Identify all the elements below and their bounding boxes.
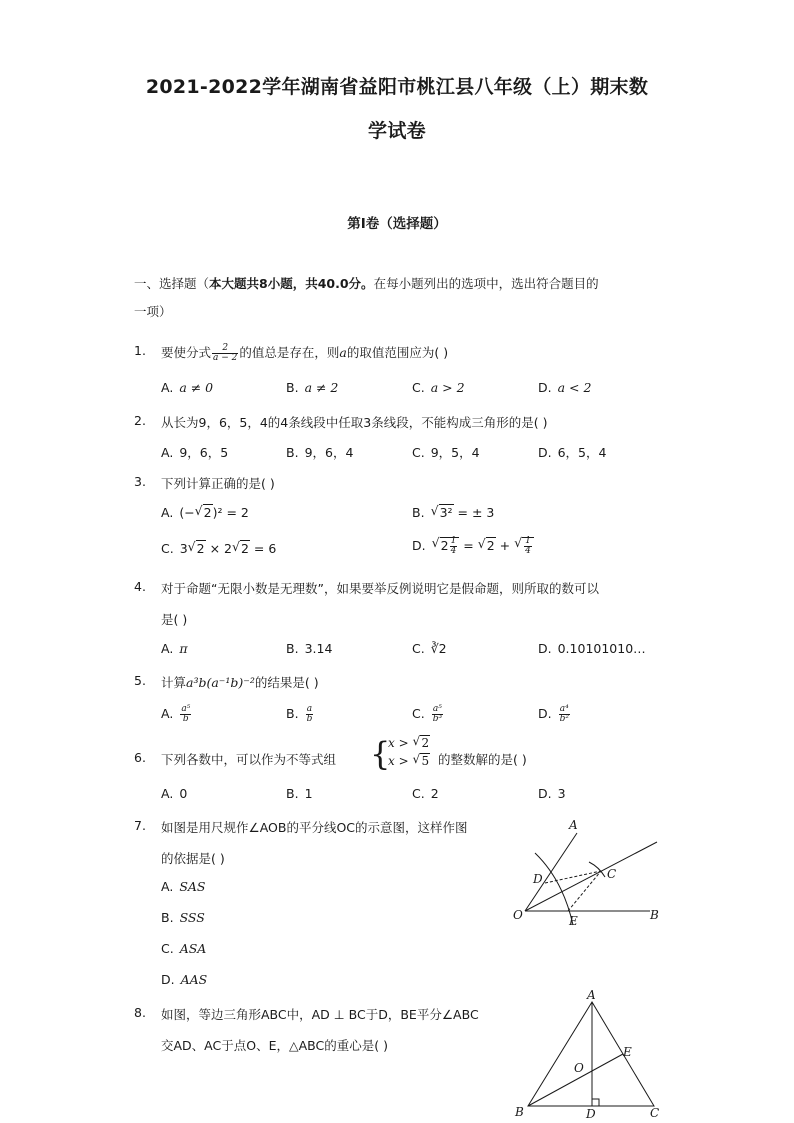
- option-text: 1: [304, 786, 313, 801]
- stem-text: 计算: [161, 675, 187, 690]
- ray-oc: [525, 842, 657, 911]
- question-stem-line1: 如图，等边三角形ABC中，AD ⊥ BC于D，BE平分∠ABC: [161, 1007, 479, 1022]
- label-c: C: [650, 1106, 660, 1120]
- q7-option-d[interactable]: [161, 972, 207, 987]
- angle-bisector-figure: [505, 815, 670, 930]
- q6-option-d[interactable]: [538, 786, 566, 801]
- question-stem-line1: 对于命题“无限小数是无理数”，如果要举反例说明它是假命题，则所取的数可以: [161, 581, 599, 596]
- sqrt: [514, 537, 534, 556]
- option-text: 9，6，4: [304, 445, 354, 460]
- question-number: 4.: [134, 579, 146, 594]
- radicand: 2: [486, 538, 495, 553]
- option-label: D.: [161, 972, 175, 987]
- question-4-line2: 是( ): [161, 612, 188, 627]
- option-label: B.: [286, 786, 299, 801]
- label-c: C: [607, 867, 617, 881]
- math-text: =: [459, 538, 478, 553]
- question-number: 5.: [134, 673, 146, 688]
- option-text: a ≠ 0: [179, 380, 214, 395]
- option-label: C.: [161, 941, 174, 956]
- fraction-denominator: a − 2: [213, 353, 238, 363]
- fraction-numerator: a⁵: [432, 704, 442, 714]
- inequality-2: [388, 754, 430, 768]
- inequality-1: [388, 736, 430, 750]
- radicand: 5: [421, 754, 430, 768]
- question-stem: [161, 750, 336, 768]
- q5-option-c[interactable]: [412, 705, 444, 724]
- option-text: SSS: [179, 910, 205, 925]
- stem-text: 的值总是存在，则: [239, 345, 340, 360]
- q1-option-d[interactable]: [538, 380, 591, 395]
- label-o: O: [513, 908, 523, 922]
- fraction: [450, 537, 458, 556]
- option-text: 3: [557, 786, 566, 801]
- fraction-denominator: 4: [450, 546, 457, 556]
- label-b: B: [515, 1105, 524, 1119]
- question-number: 7.: [134, 818, 146, 833]
- sqrt: [412, 754, 430, 768]
- question-stem-line1: 如图是用尺规作∠AOB的平分线OC的示意图，这样作图: [161, 820, 468, 835]
- option-text: π: [179, 641, 188, 656]
- fraction-numerator: a⁴: [559, 704, 569, 714]
- q7-option-b[interactable]: [161, 910, 205, 925]
- label-o: O: [574, 1061, 584, 1075]
- stem-text: 的结果是( ): [254, 675, 319, 690]
- option-text: 0: [179, 786, 188, 801]
- q2-option-c[interactable]: [412, 443, 480, 461]
- label-a: A: [587, 988, 596, 1002]
- math-text: = 6: [249, 541, 277, 556]
- math-text: × 2: [205, 541, 232, 556]
- option-label: C.: [161, 541, 174, 556]
- option-label: A.: [161, 445, 174, 460]
- option-text: 3.14: [304, 641, 333, 656]
- option-text: a ≠ 2: [304, 380, 339, 395]
- option-label: D.: [538, 786, 552, 801]
- q5-option-d[interactable]: [538, 705, 571, 724]
- q1-option-a[interactable]: [161, 380, 213, 395]
- option-label: D.: [538, 380, 552, 395]
- exam-title-line2: 学试卷: [368, 120, 426, 142]
- q7-option-a[interactable]: [161, 879, 205, 894]
- section-prefix: 一、选择题（: [134, 276, 210, 291]
- math-text: = ± 3: [453, 505, 495, 520]
- section-heading: [134, 270, 674, 326]
- math-expression: a³b(a⁻¹b)⁻²: [186, 675, 255, 690]
- q3-option-c[interactable]: [161, 541, 276, 556]
- sqrt: [478, 538, 496, 553]
- fraction-denominator: b³: [432, 714, 443, 724]
- math-text: 3: [179, 541, 188, 556]
- option-label: D.: [538, 706, 552, 721]
- fraction-denominator: b: [306, 714, 313, 724]
- stem-text: 下列各数中，可以作为不等式组: [161, 752, 337, 767]
- option-label: C.: [412, 641, 425, 656]
- option-label: A.: [161, 786, 174, 801]
- option-text: AAS: [180, 972, 208, 987]
- radicand: 2: [240, 541, 249, 556]
- math-text: +: [495, 538, 515, 553]
- label-e: E: [623, 1045, 632, 1059]
- math-text: (−: [179, 505, 195, 520]
- option-label: A.: [161, 380, 174, 395]
- math-text: )² = 2: [212, 505, 249, 520]
- fraction-denominator: b: [182, 714, 189, 724]
- question-number: 2.: [134, 413, 146, 428]
- radicand: 2: [203, 505, 212, 520]
- sqrt: [188, 541, 206, 556]
- q5-option-a[interactable]: [161, 705, 192, 724]
- stem-text: 要使分式: [161, 345, 212, 360]
- option-text: 9，6，5: [179, 445, 229, 460]
- segment-ec: [568, 871, 601, 911]
- brace: {: [370, 735, 391, 773]
- mixed-whole: 2: [440, 538, 449, 553]
- option-label: B.: [286, 706, 299, 721]
- option-label: B.: [286, 445, 299, 460]
- option-label: B.: [161, 910, 174, 925]
- volume-heading: 第I卷（选择题）: [347, 216, 447, 232]
- q3-option-a[interactable]: [161, 505, 249, 520]
- section-rest: 在每小题列出的选项中，选出符合题目的: [373, 276, 599, 291]
- question-stem: [161, 673, 319, 691]
- exam-title-line1: 2021-2022学年湖南省益阳市桃江县八年级（上）期末数: [145, 76, 649, 98]
- fraction-numerator: √ 1: [525, 536, 531, 546]
- question-6-tail: 的整数解的是( ): [438, 752, 527, 767]
- q2-option-a[interactable]: [161, 443, 228, 461]
- q4-option-d[interactable]: [538, 641, 646, 656]
- option-label: B.: [412, 505, 425, 520]
- label-e: E: [569, 914, 578, 928]
- option-label: A.: [161, 706, 174, 721]
- fraction: [212, 344, 238, 363]
- q2-option-b[interactable]: [286, 443, 353, 461]
- q6-option-a[interactable]: [161, 786, 187, 801]
- arc-c: [589, 862, 605, 877]
- option-label: A.: [161, 505, 174, 520]
- fraction-denominator: b²: [559, 714, 569, 724]
- option-label: D.: [538, 641, 552, 656]
- option-label: C.: [412, 786, 425, 801]
- option-label: B.: [286, 380, 299, 395]
- option-text: ∛2: [430, 641, 447, 656]
- q6-option-b[interactable]: [286, 786, 313, 801]
- variable: a: [339, 345, 347, 360]
- label-a: A: [569, 818, 578, 832]
- sqrt: [432, 537, 460, 556]
- fraction-numerator: 1: [450, 536, 457, 546]
- label-b: B: [650, 908, 659, 922]
- sqrt: [431, 505, 454, 520]
- radicand: 3²: [439, 505, 453, 520]
- option-label: C.: [412, 445, 425, 460]
- option-label: B.: [286, 641, 299, 656]
- label-d: D: [533, 872, 543, 886]
- sqrt: [412, 736, 430, 750]
- q6-option-c[interactable]: [412, 786, 439, 801]
- fraction: [180, 705, 191, 724]
- question-stem: 从长为9，6，5，4的4条线段中任取3条线段，不能构成三角形的是( ): [161, 415, 548, 430]
- fraction-numerator: a⁵: [181, 704, 191, 714]
- option-text: 0.10101010…: [557, 641, 646, 656]
- question-number: 8.: [134, 1005, 146, 1020]
- option-text: 6，5，4: [557, 445, 607, 460]
- fraction: [524, 537, 532, 556]
- option-text: 2: [430, 786, 439, 801]
- question-stem: [161, 343, 448, 363]
- segment-dc: [545, 871, 601, 883]
- q2-option-d[interactable]: [538, 443, 606, 461]
- q4-option-c[interactable]: [412, 641, 447, 656]
- section-bold: 本大题共8小题，共40.0分。: [209, 276, 374, 291]
- q5-option-b[interactable]: [286, 705, 314, 724]
- q7-option-c[interactable]: [161, 941, 206, 956]
- equilateral-triangle-figure: [510, 988, 670, 1120]
- option-label: D.: [538, 445, 552, 460]
- q1-option-b[interactable]: [286, 380, 338, 395]
- question-number: 3.: [134, 474, 146, 489]
- q3-option-b[interactable]: [412, 505, 494, 520]
- section-line2: 一项）: [134, 304, 172, 319]
- radicand: [440, 536, 460, 556]
- radicand: 2: [196, 541, 205, 556]
- option-label: A.: [161, 879, 174, 894]
- option-text: a > 2: [430, 380, 465, 395]
- question-8-line2: 交AD、AC于点O、E，△ABC的重心是( ): [161, 1038, 388, 1053]
- stem-text: 的取值范围应为( ): [346, 345, 449, 360]
- option-label: C.: [412, 380, 425, 395]
- fraction-numerator: 2: [212, 344, 238, 354]
- right-angle-mark: [592, 1099, 599, 1106]
- option-text: SAS: [179, 879, 206, 894]
- option-label: A.: [161, 641, 174, 656]
- radicand: [522, 536, 534, 556]
- option-label: D.: [412, 538, 426, 553]
- fraction: [432, 705, 443, 724]
- option-text: a < 2: [557, 380, 592, 395]
- fraction: [306, 705, 314, 724]
- question-stem: 下列计算正确的是( ): [161, 476, 275, 491]
- fraction-numerator: a: [306, 704, 313, 714]
- question-number: 6.: [134, 750, 146, 765]
- question-7-line2: 的依据是( ): [161, 851, 225, 866]
- question-number: 1.: [134, 343, 146, 358]
- math-text: x >: [388, 736, 409, 750]
- fraction-denominator: 4: [525, 546, 531, 556]
- radicand: 2: [421, 736, 430, 750]
- option-text: ASA: [179, 941, 207, 956]
- option-text: 9，5，4: [430, 445, 480, 460]
- math-text: x >: [388, 754, 409, 768]
- q4-option-b[interactable]: [286, 641, 332, 656]
- fraction: [559, 705, 570, 724]
- sqrt: [232, 541, 250, 556]
- q3-option-d[interactable]: [412, 537, 534, 556]
- triangle-abc: [528, 1002, 654, 1106]
- q1-option-c[interactable]: [412, 380, 465, 395]
- q4-option-a[interactable]: [161, 641, 188, 656]
- sqrt: [195, 505, 213, 520]
- option-label: C.: [412, 706, 425, 721]
- label-d: D: [586, 1107, 596, 1120]
